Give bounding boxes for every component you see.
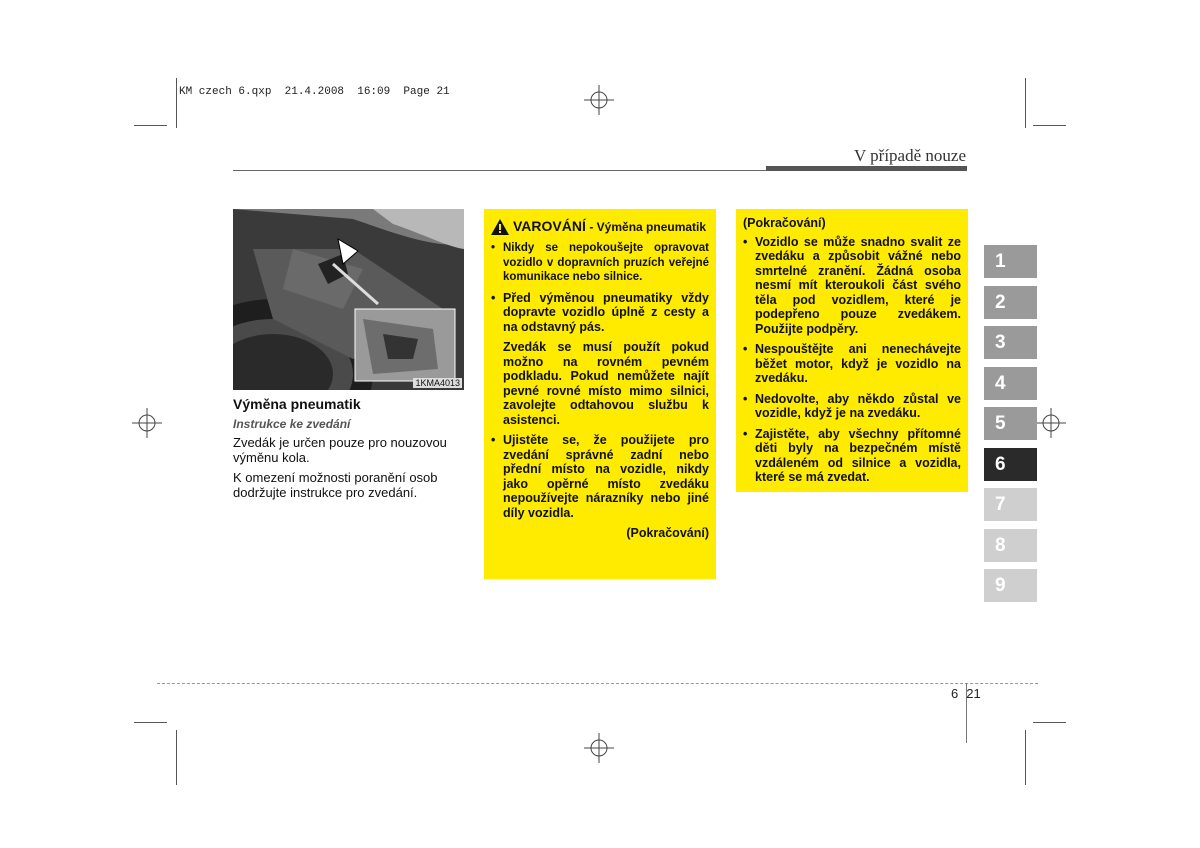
warning-title: VAROVÁNÍ [513,218,586,234]
list-item: • Nespouštějte ani nenechávejte běžet motor, když je vozidlo na zvedáku. [743,342,961,386]
chapter-tab-5[interactable]: 5 [984,407,1037,440]
paragraph: K omezení možnosti poranění osob dodržujte instrukce pro zvedání. [233,470,438,500]
section-subheading: Instrukce ke zvedání [233,417,351,431]
figure-code: 1KMA4013 [415,378,460,388]
section-heading: Výměna pneumatik [233,396,361,412]
list-item: • Vozidlo se může snadno svalit ze zvedáku a způsobit vážné nebo smrtelné zranění. Žádná osoba nesmí mít kteroukoli část svého těla pod vozidlem, které je podepřeno pouze zvedákem. Použijte podpěry. [743,235,961,337]
chapter-tabs [984,245,1037,610]
list-item: • Nedovolte, aby někdo zůstal ve vozidle, když je na zvedáku. [743,392,961,421]
crop-mark [176,78,177,128]
header-bar [766,166,967,171]
chapter-tab-4[interactable]: 4 [984,367,1037,400]
warning-list [491,241,709,334]
crop-mark [134,125,167,126]
jack-location-photo [233,209,464,390]
crop-mark [1025,730,1026,785]
jack-illustration [233,209,464,390]
continued-label: (Pokračování) [743,216,826,230]
warning-subtitle: - Výměna pneumatik [589,220,707,234]
crop-mark [176,730,177,785]
chapter-tab-9[interactable]: 9 [984,569,1037,602]
footer-rule [157,683,1038,684]
paragraph: Zvedák je určen pouze pro nouzovou výměnu kola. [233,435,447,465]
warning-box [484,209,716,579]
registration-mark-icon [584,733,614,763]
chapter-tab-2[interactable]: 2 [984,286,1037,319]
chapter-tab-7[interactable]: 7 [984,488,1037,521]
warning-continuation-box [736,209,968,492]
registration-mark-icon [132,408,162,438]
chapter-tab-8[interactable]: 8 [984,529,1037,562]
list-item: • Ujistěte se, že použijete pro zvedání správné zadní nebo přední místo na vozidle, nikdy jako opěrné místo zvedáku nepoužívejte nárazníky nebo jiné díly vozidla. [491,433,709,520]
warning-list [491,433,709,520]
tire-change-section [233,396,466,505]
warning-header [491,219,709,235]
warning-list [743,235,961,485]
warning-icon [491,219,509,235]
list-item: • Nikdy se nepokoušejte opravovat vozidlo v dopravních pruzích veřejné komunikace nebo silnice. [491,241,709,285]
warning-paragraph: Zvedák se musí použít pokud možno na rovném pevném podkladu. Pokud nemůžete najít pevné rovné místo mimo silnici, zavolejte odtahovou službu k asistenci. [503,340,709,427]
crop-mark [1033,125,1066,126]
section-title: V případě nouze [853,146,966,165]
registration-mark-icon [584,85,614,115]
crop-mark [134,722,167,723]
list-item: • Zajistěte, aby všechny přítomné děti byly na bezpečném místě vzdáleném od silnice a vozidla, které se má zvedat. [743,427,961,485]
page-number [951,686,981,701]
crop-mark [1033,722,1066,723]
chapter-tab-6[interactable]: 6 [984,448,1037,481]
registration-mark-icon [1036,408,1066,438]
continued-label: (Pokračování) [626,526,709,540]
page-in-chapter: 21 [966,686,981,701]
chapter-number: 6 [951,686,959,701]
list-item: • Před výměnou pneumatiky vždy dopravte vozidlo úplně z cesty a na odstavný pás. [491,291,709,335]
chapter-tab-3[interactable]: 3 [984,326,1037,359]
print-slug: KM czech 6.qxp 21.4.2008 16:09 Page 21 [179,86,450,98]
crop-mark [1025,78,1026,128]
chapter-tab-1[interactable]: 1 [984,245,1037,278]
